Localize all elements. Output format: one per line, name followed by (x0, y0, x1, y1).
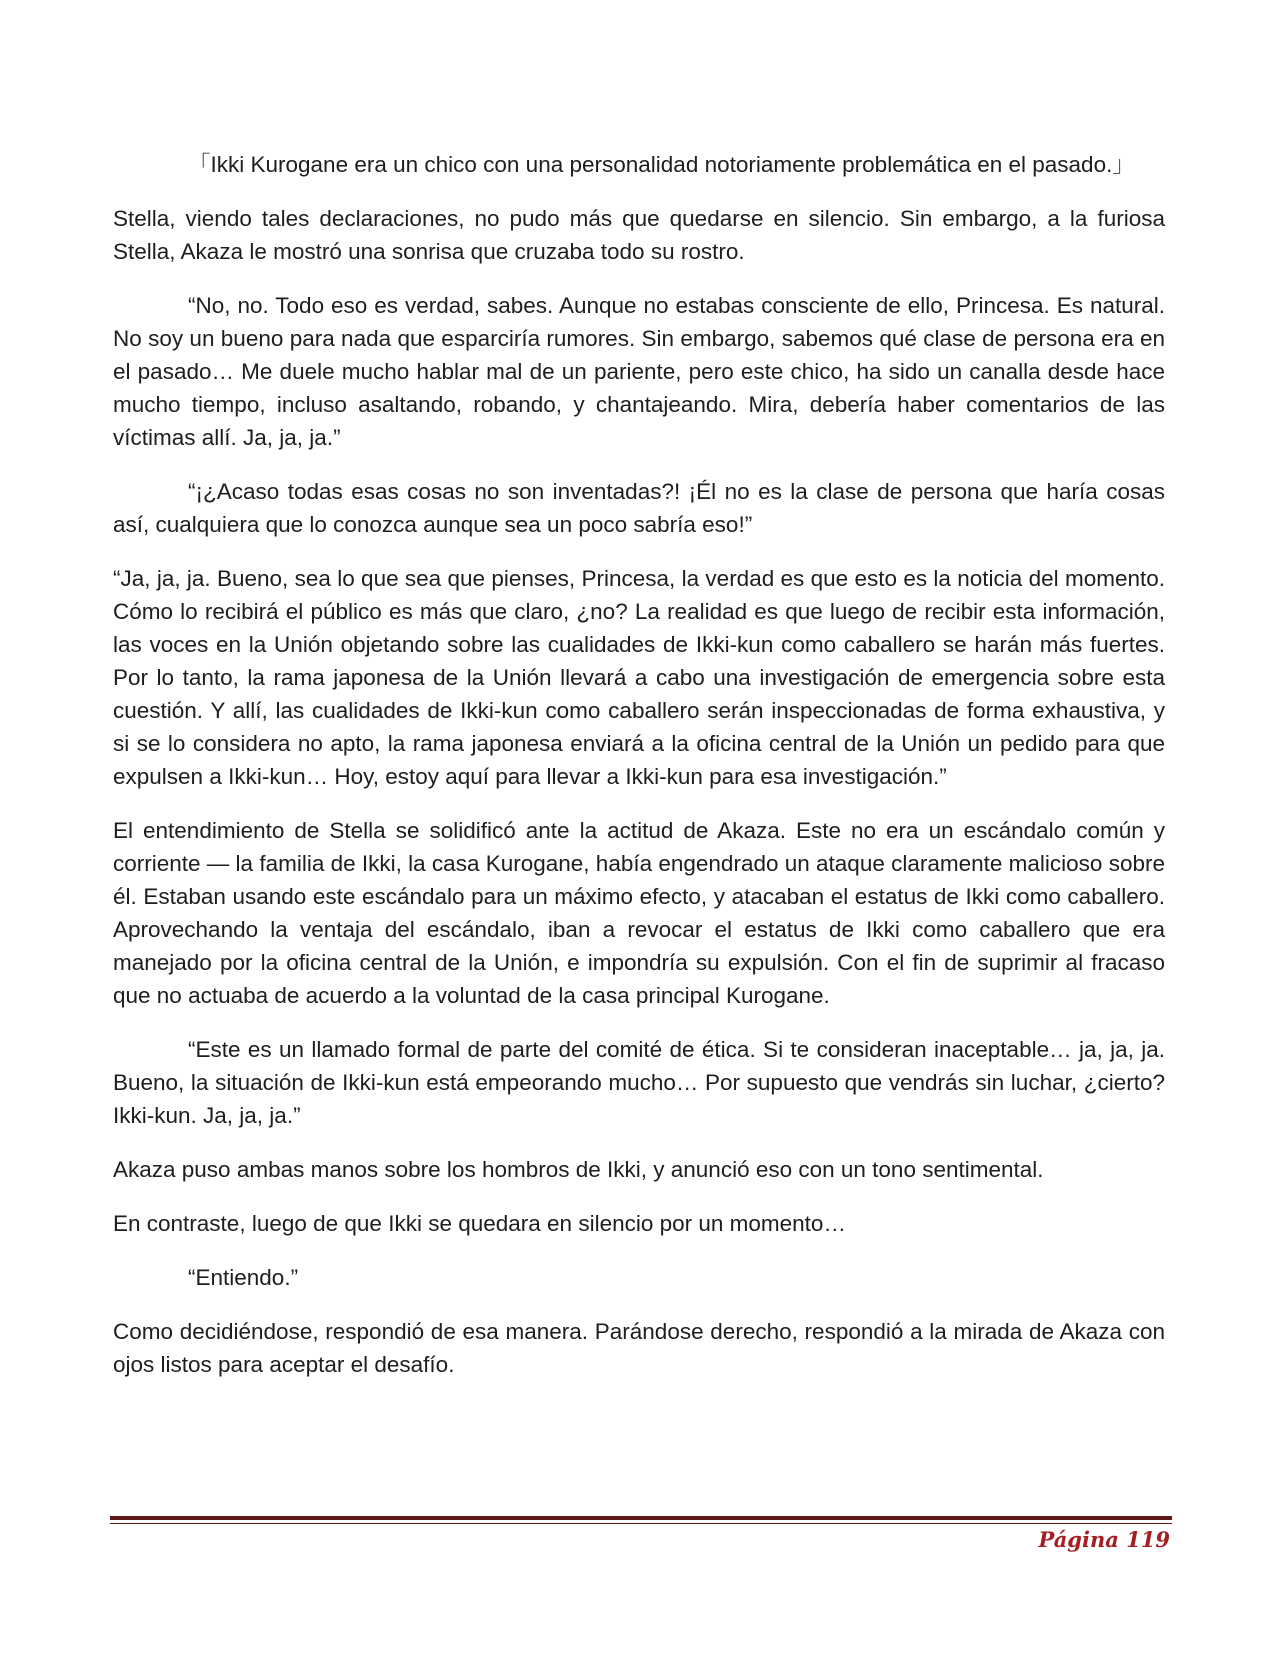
paragraph-10: “Entiendo.” (188, 1265, 299, 1290)
page-number (1038, 1527, 1170, 1552)
paragraph-1: 「Ikki Kurogane era un chico con una personalidad notoriamente problemática en el pasado.」 (188, 152, 1135, 177)
page-number-value: 119 (1126, 1527, 1170, 1552)
paragraph-3: “No, no. Todo eso es verdad, sabes. Aunque no estabas consciente de ello, Princesa. Es natural. No soy un bueno para nada que esparciría rumores. Sin embargo, sabemos qué clase de persona era en el pasado… Me duele mucho hablar mal de un pariente, pero este chico, ha sido un canalla desde hace mucho tiempo, incluso asaltando, robando, y chantajeando. Mira, debería haber comentarios de las víctimas allí. Ja, ja, ja.” (113, 293, 1165, 450)
body-text (113, 148, 1165, 1402)
footer-rule-thick (110, 1516, 1172, 1520)
footer-rule-thin (110, 1523, 1172, 1524)
paragraph-5: “Ja, ja, ja. Bueno, sea lo que sea que pienses, Princesa, la verdad es que esto es la noticia del momento. Cómo lo recibirá el público es más que claro, ¿no? La realidad es que luego de recibir esta información, las voces en la Unión objetando sobre las cualidades de Ikki-kun como caballero se harán más fuertes. Por lo tanto, la rama japonesa de la Unión llevará a cabo una investigación de emergencia sobre esta cuestión. Y allí, las cualidades de Ikki-kun como caballero serán inspeccionadas de forma exhaustiva, y si se lo considera no apto, la rama japonesa enviará a la oficina central de la Unión un pedido para que expulsen a Ikki-kun… Hoy, estoy aquí para llevar a Ikki-kun para esa investigación.” (113, 566, 1165, 789)
paragraph-6: El entendimiento de Stella se solidificó ante la actitud de Akaza. Este no era un escándalo común y corriente — la familia de Ikki, la casa Kurogane, había engendrado un ataque claramente malicioso sobre él. Estaban usando este escándalo para un máximo efecto, y atacaban el estatus de Ikki como caballero. Aprovechando la ventaja del escándalo, iban a revocar el estatus de Ikki como caballero que era manejado por la oficina central de la Unión, e impondría su expulsión. Con el fin de suprimir al fracaso que no actuaba de acuerdo a la voluntad de la casa principal Kurogane. (113, 818, 1165, 1008)
paragraph-4: “¡¿Acaso todas esas cosas no son inventadas?! ¡Él no es la clase de persona que haría cosas así, cualquiera que lo conozca aunque sea un poco sabría eso!” (113, 479, 1165, 537)
page-number-label: Página (1038, 1527, 1119, 1552)
paragraph-9: En contraste, luego de que Ikki se quedara en silencio por un momento… (113, 1211, 846, 1236)
paragraph-2: Stella, viendo tales declaraciones, no pudo más que quedarse en silencio. Sin embargo, a la furiosa Stella, Akaza le mostró una sonrisa que cruzaba todo su rostro. (113, 206, 1165, 264)
paragraph-11: Como decidiéndose, respondió de esa manera. Parándose derecho, respondió a la mirada de Akaza con ojos listos para aceptar el desafío. (113, 1319, 1165, 1377)
paragraph-7: “Este es un llamado formal de parte del comité de ética. Si te consideran inaceptable… ja, ja, ja. Bueno, la situación de Ikki-kun está empeorando mucho… Por supuesto que vendrás sin luchar, ¿cierto? Ikki-kun. Ja, ja, ja.” (113, 1037, 1165, 1128)
paragraph-8: Akaza puso ambas manos sobre los hombros de Ikki, y anunció eso con un tono sentimental. (113, 1157, 1044, 1182)
